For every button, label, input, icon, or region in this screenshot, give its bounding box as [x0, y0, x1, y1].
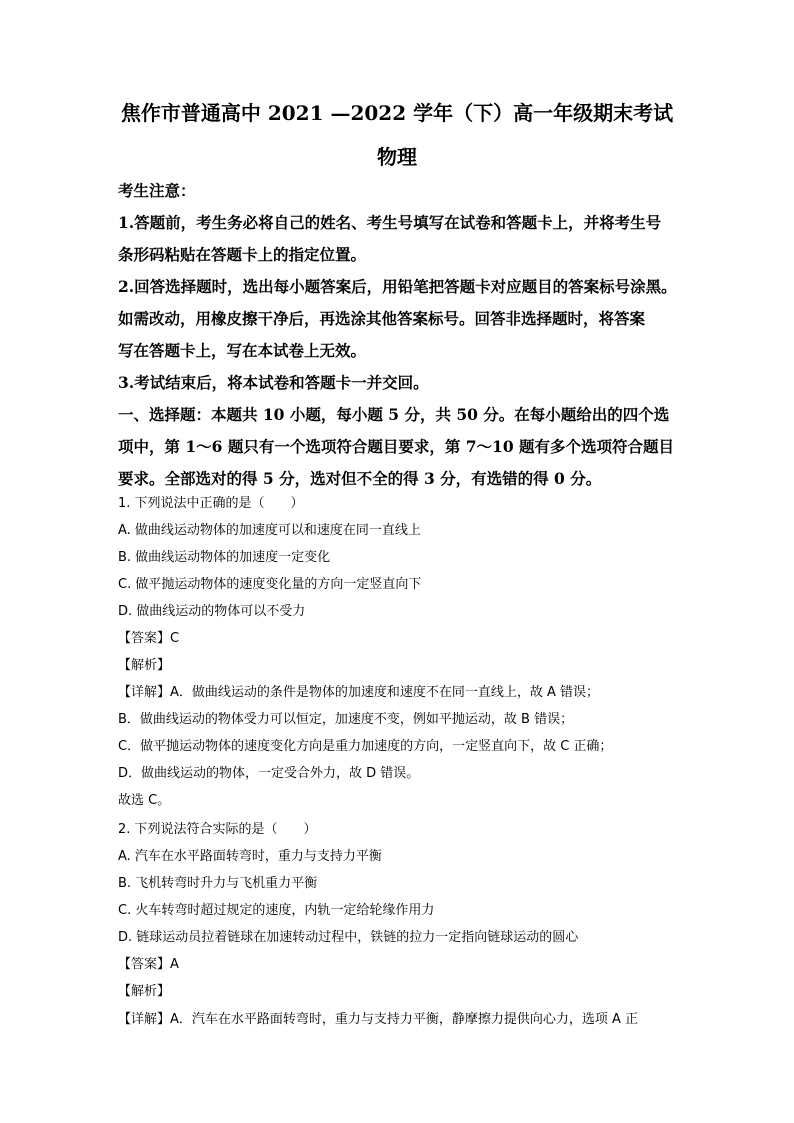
- notice-heading: 考生注意：: [118, 181, 196, 200]
- question-2-stem: 2. 下列说法符合实际的是（ ）: [118, 822, 317, 837]
- question-1-explanation: 【详解】A．做曲线运动的条件是物体的加速度和速度不在同一直线上，故 A 错误；: [118, 685, 600, 700]
- notice-line: 如需改动，用橡皮擦干净后，再选涂其他答案标号。回答非选择题时，将答案: [118, 309, 646, 328]
- question-1-option-d: D. 做曲线运动的物体可以不受力: [118, 604, 306, 619]
- question-1-analysis-label: 【解析】: [118, 658, 171, 673]
- notice-line: 2.回答选择题时，选出每小题答案后，用铅笔把答题卡对应题目的答案标号涂黑。: [118, 277, 677, 296]
- section-instruction: 一、选择题：本题共 10 小题，每小题 5 分，共 50 分。在每小题给出的四个选: [118, 405, 670, 424]
- question-1-conclusion: 故选 C。: [118, 793, 171, 808]
- exam-title: 焦作市普通高中 2021 —2022 学年（下）高一年级期末考试: [120, 101, 674, 125]
- question-1-answer: 【答案】C: [118, 631, 180, 646]
- notice-line: 1.答题前，考生务必将自己的姓名、考生号填写在试卷和答题卡上，并将考生号: [118, 213, 662, 232]
- notice-line: 3.考试结束后，将本试卷和答题卡一并交回。: [118, 373, 429, 392]
- question-2-option-a: A. 汽车在水平路面转弯时，重力与支持力平衡: [118, 849, 382, 864]
- exam-subject: 物理: [377, 145, 417, 169]
- question-2-option-b: B. 飞机转弯时升力与飞机重力平衡: [118, 876, 318, 891]
- question-2-option-c: C. 火车转弯时超过规定的速度，内轨一定给轮缘作用力: [118, 903, 435, 918]
- section-instruction: 要求。全部选对的得 5 分，选对但不全的得 3 分，有选错的得 0 分。: [118, 469, 602, 488]
- section-instruction: 项中，第 1～6 题只有一个选项符合题目要求，第 7～10 题有多个选项符合题目: [118, 437, 675, 456]
- question-2-analysis-label: 【解析】: [118, 984, 171, 999]
- question-1-stem: 1. 下列说法中正确的是（ ）: [118, 496, 304, 511]
- question-2-answer: 【答案】A: [118, 957, 179, 972]
- notice-line: 写在答题卡上，写在本试卷上无效。: [118, 341, 367, 360]
- question-1-option-a: A. 做曲线运动物体的加速度可以和速度在同一直线上: [118, 523, 421, 538]
- question-1-option-c: C. 做平抛运动物体的速度变化量的方向一定竖直向下: [118, 577, 422, 592]
- question-1-explanation: D．做曲线运动的物体，一定受合外力，故 D 错误。: [118, 766, 420, 781]
- question-1-explanation: B．做曲线运动的物体受力可以恒定，加速度不变，例如平抛运动，故 B 错误；: [118, 712, 574, 727]
- question-1-explanation: C．做平抛运动物体的速度变化方向是重力加速度的方向，一定竖直向下，故 C 正确；: [118, 739, 613, 754]
- notice-line: 条形码粘贴在答题卡上的指定位置。: [118, 245, 367, 264]
- question-1-option-b: B. 做曲线运动物体的加速度一定变化: [118, 550, 331, 565]
- question-2-option-d: D. 链球运动员拉着链球在加速转动过程中，铁链的拉力一定指向链球运动的圆心: [118, 930, 579, 945]
- question-2-explanation: 【详解】A．汽车在水平路面转弯时，重力与支持力平衡，静摩擦力提供向心力，选项 A 正: [118, 1012, 639, 1027]
